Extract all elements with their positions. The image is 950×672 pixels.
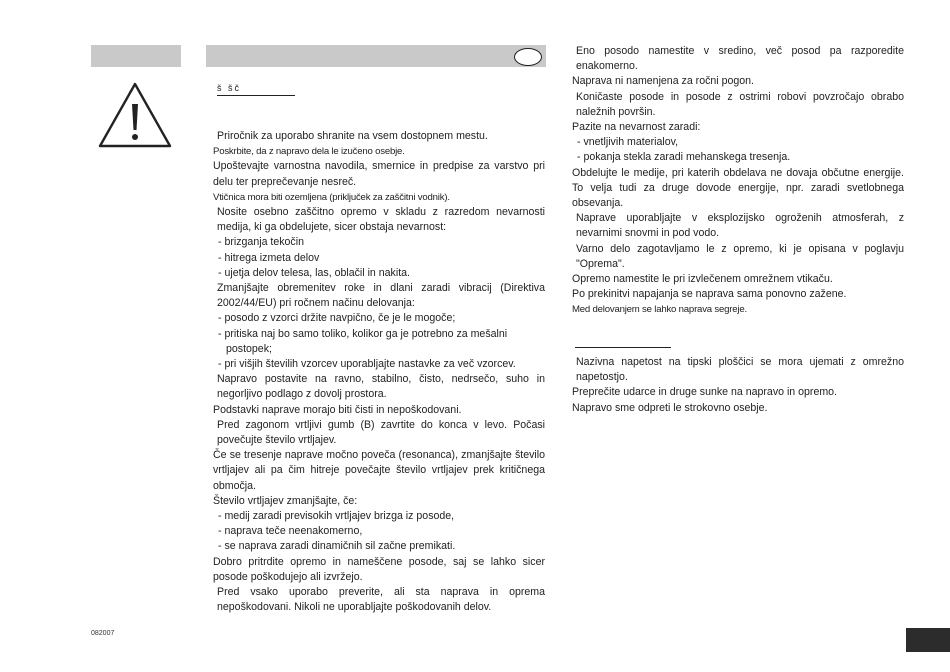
paragraph: Poskrbite, da z napravo dela le izučeno osebje. (213, 146, 405, 158)
page-tab (906, 628, 950, 652)
right-text-column-2 (572, 355, 904, 416)
left-text-column (213, 129, 545, 616)
paragraph: Napravo postavite na ravno, stabilno, čisto, nedrsečo, suho in negorljivo podlago z dovolj prostora. (217, 373, 545, 401)
paragraph: Obdelujte le medije, pri katerih obdelava ne dovaja občutne energije. To velja tudi za druge dovode energije, npr. zaradi svetlobnega obsevanja. (572, 166, 904, 210)
paragraph: - naprava teče neenakomerno, (218, 525, 363, 538)
paragraph: Pazite na nevarnost zaradi: (572, 121, 701, 134)
section-divider (575, 347, 671, 348)
paragraph: Vtičnica mora biti ozemljena (priključek za zaščitni vodnik). (213, 191, 450, 203)
paragraph: Med delovanjem se lahko naprava segreje. (572, 304, 747, 316)
paragraph: Nosite osebno zaščitno opremo v skladu z razredom nevarnosti medija, ki ga obdelujete, sicer obstaja nevarnost: (217, 206, 545, 234)
paragraph: - brizganja tekočin (218, 236, 304, 249)
paragraph: - vnetljivih materialov, (577, 136, 679, 149)
paragraph: - pokanja stekla zaradi mehanskega tresenja. (577, 151, 791, 164)
paragraph: Naprava ni namenjena za ročni pogon. (572, 75, 754, 88)
paragraph: - pritiska naj bo samo toliko, kolikor ga je potrebno za mešalni (218, 327, 508, 340)
right-text-column (572, 44, 904, 318)
paragraph: Koničaste posode in posode z ostrimi robovi povzročajo obrabo naležnih površin. (576, 90, 904, 118)
paragraph: Pred vsako uporabo preverite, ali sta naprava in oprema nepoškodovani. Nikoli ne uporabljajte poškodovanih delov. (217, 586, 545, 614)
paragraph: - ujetja delov telesa, las, oblačil in nakita. (218, 266, 410, 279)
paragraph: postopek; (226, 342, 272, 355)
paragraph: Napravo sme odpreti le strokovno osebje. (572, 401, 768, 414)
paragraph: Pred zagonom vrtljivi gumb (B) zavrtite do konca v levo. Počasi povečujte število vrtljajev. (217, 418, 545, 447)
paragraph: Priročnik za uporabo shranite na vsem dostopnem mestu. (217, 130, 488, 142)
paragraph: Opremo namestite le pri izvlečenem omrežnem vtikaču. (572, 273, 833, 286)
paragraph: Nazivna napetost na tipski ploščici se mora ujemati z omrežno napetostjo. (576, 356, 904, 384)
paragraph: Upoštevajte varnostna navodila, smernice in predpise za varstvo pri delu ter preprečevanje nesreč. (213, 160, 545, 188)
paragraph: - pri višjih številih vzorcev uporabljajte nastavke za več vzorcev. (218, 358, 516, 371)
paragraph: - se naprava zaradi dinamičnih sil začne premikati. (218, 540, 456, 553)
paragraph: Če se tresenje naprave močno poveča (resonanca), zmanjšajte število vrtljajev ali pa čim hitreje povečajte število vrtljajev prek kritičnega območja. (213, 449, 545, 492)
warning-triangle-icon (96, 80, 174, 150)
section-header-bar (206, 45, 546, 67)
footer-code: 082007 (91, 630, 115, 637)
paragraph: Podstavki naprave morajo biti čisti in nepoškodovani. (213, 403, 462, 416)
paragraph: Varno delo zagotavljamo le z opremo, ki je opisana v poglavju "Oprema". (576, 242, 904, 270)
paragraph: Eno posodo namestite v sredino, več posod pa razporedite enakomerno. (576, 45, 904, 73)
paragraph: Po prekinitvi napajanja se naprava sama ponovno zažene. (572, 288, 847, 301)
paragraph: Naprave uporabljajte v eksplozijsko ogroženih atmosferah, z nevarnimi snovmi in pod vodo. (576, 212, 904, 240)
safety-subheading: š šč (217, 83, 295, 96)
language-badge-icon (514, 48, 542, 66)
paragraph: Zmanjšajte obremenitev roke in dlani zaradi vibracij (Direktiva 2002/44/EU) pri ročnem načinu delovanja: (217, 282, 545, 310)
paragraph: - medij zaradi previsokih vrtljajev brizga iz posode, (218, 510, 455, 523)
side-header-bar (91, 45, 181, 67)
paragraph: - posodo z vzorci držite navpično, če je le mogoče; (218, 312, 456, 325)
paragraph: Število vrtljajev zmanjšajte, če: (213, 494, 358, 507)
paragraph: - hitrega izmeta delov (218, 251, 320, 264)
paragraph: Dobro pritrdite opremo in nameščene posode, saj se lahko sicer posode poškodujejo ali izvržejo. (213, 555, 545, 583)
paragraph: Preprečite udarce in druge sunke na napravo in opremo. (572, 386, 838, 399)
